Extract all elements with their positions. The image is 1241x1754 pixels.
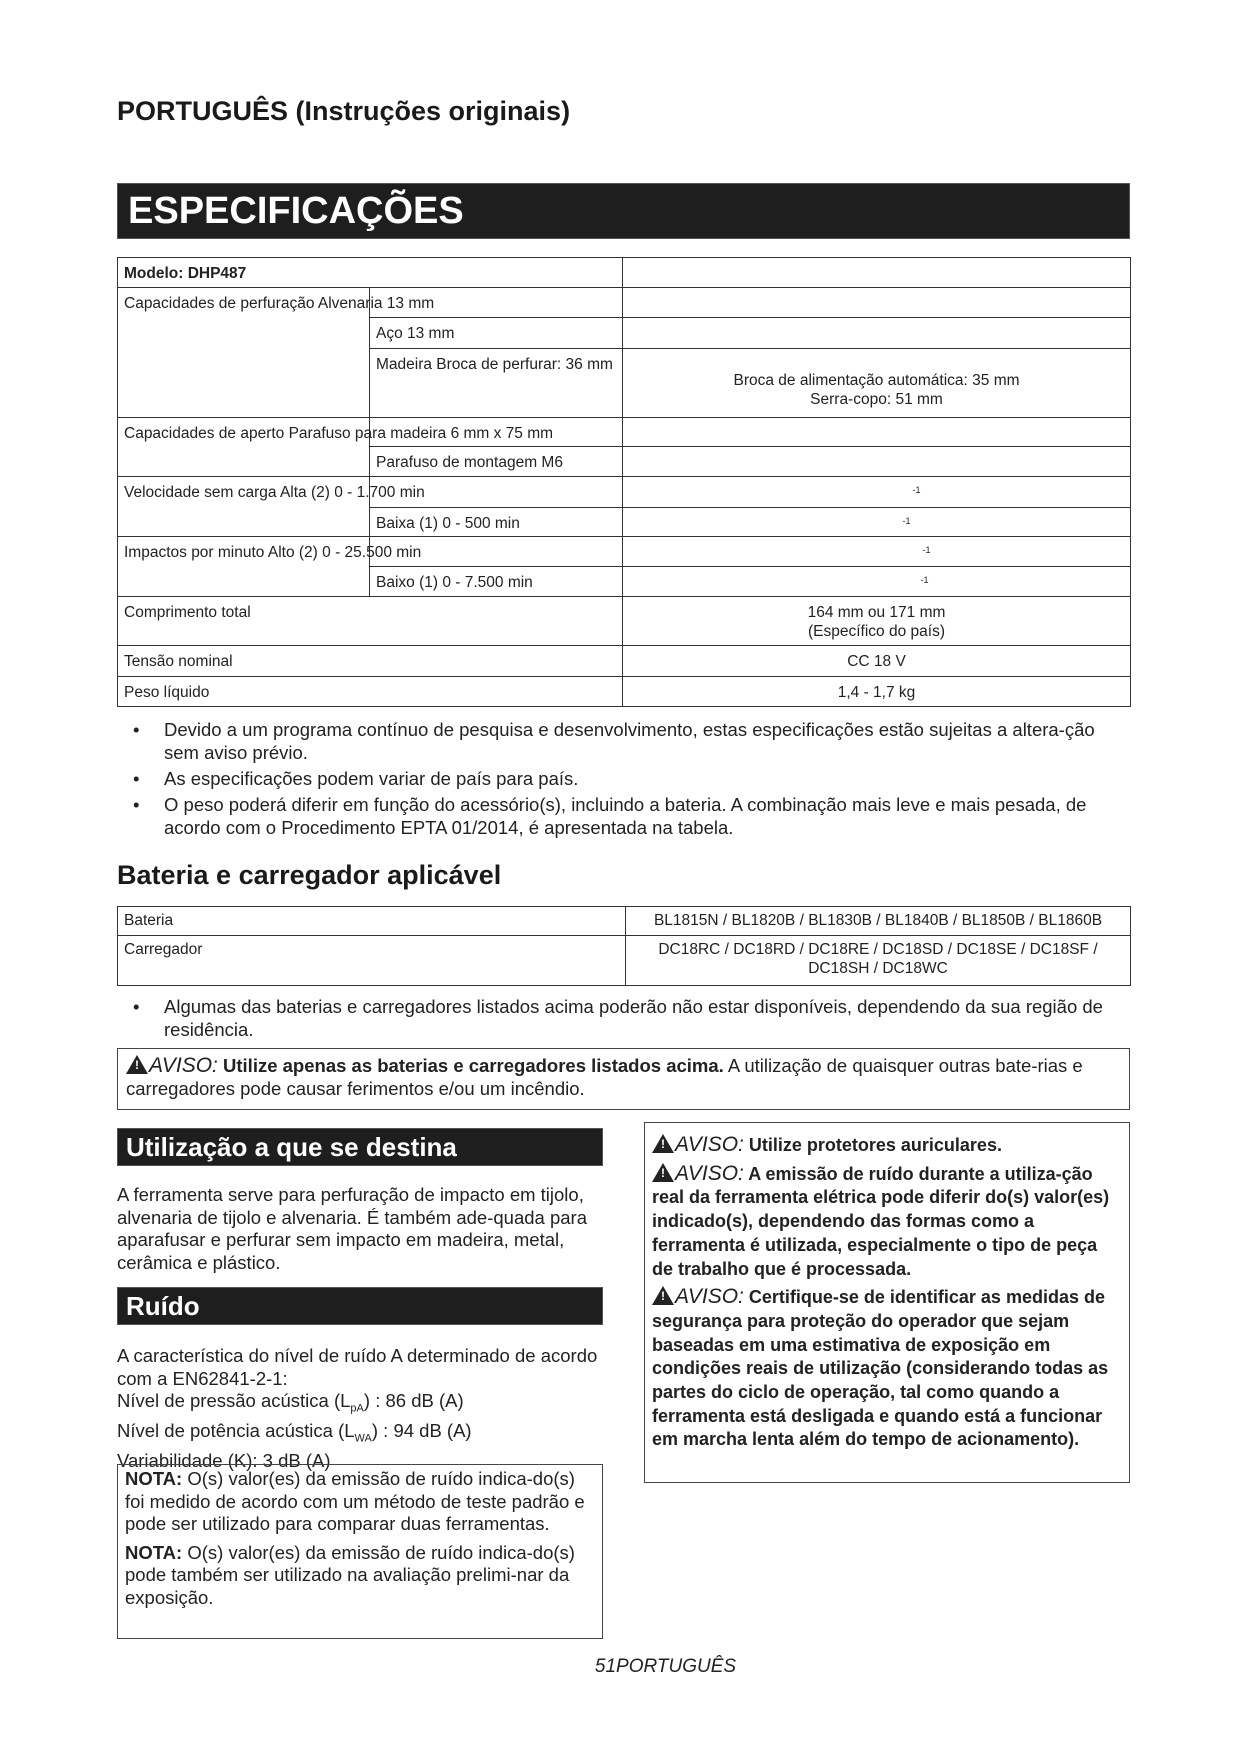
warning-item — [652, 1285, 1122, 1452]
warning-icon — [126, 1055, 148, 1074]
lpa-label: Nível de pressão acústica (L — [117, 1390, 351, 1411]
specifications-heading: ESPECIFICAÇÕES — [117, 183, 1130, 239]
spec-notes-list — [133, 718, 1133, 842]
battery-charger-table — [117, 906, 1131, 986]
intended-use-text: A ferramenta serve para perfuração de impacto em tijolo, alvenaria de tijolo e alvenaria. É também ade-quada para aparafusar e perfurar sem impacto em madeira, metal, cerâmica e plástico. — [117, 1184, 587, 1273]
unit-superscript: -1 — [902, 516, 911, 526]
net-weight-label: Peso líquido — [118, 677, 623, 707]
rated-voltage-value: CC 18 V — [623, 646, 1131, 677]
warning-text: A utilização de quaisquer outras bate-rias e carregadores pode causar ferimentos e/ou um incêndio. — [126, 1055, 1083, 1099]
lwa-subscript: WA — [354, 1432, 372, 1445]
note-2 — [125, 1542, 595, 1610]
wood-capacity: Madeira Broca de perfurar: 36 mm — [370, 349, 623, 418]
warning-label: AVISO: — [675, 1161, 744, 1185]
battery-label: Bateria — [118, 907, 626, 936]
impacts-low: Baixo (1) 0 - 7.500 min — [370, 567, 623, 597]
note-label: NOTA: — [125, 1468, 183, 1489]
empty-cell — [623, 418, 1131, 447]
unit-cell — [623, 508, 1131, 537]
empty-cell — [623, 447, 1131, 477]
warning-label: AVISO: — [675, 1285, 744, 1309]
noise-intro: A característica do nível de ruído A determinado de acordo com a EN62841-2-1: — [117, 1345, 598, 1389]
impacts-label: Impactos por minuto Alto (2) 0 - 25.500 min — [118, 537, 370, 597]
charger-value: DC18RC / DC18RD / DC18RE / DC18SD / DC18SE / DC18SF / DC18SH / DC18WC — [626, 936, 1131, 986]
overall-length-label: Comprimento total — [118, 597, 623, 646]
note-label: NOTA: — [125, 1541, 183, 1563]
warning-icon — [652, 1286, 674, 1305]
unit-cell — [623, 477, 1131, 508]
model-label: Modelo: DHP487 — [124, 265, 247, 282]
machine-screw-capacity: Parafuso de montagem M6 — [370, 447, 623, 477]
list-item: • O peso poderá diferir em função do acessório(s), incluindo a bateria. A combinação mais leve e mais pesada, de acordo com o Procedimento EPTA 01/2014, é apresentada na tabela. — [133, 793, 1133, 839]
drill-capacity-label: Capacidades de perfuração Alvenaria 13 mm — [118, 288, 370, 418]
warning-item — [652, 1162, 1122, 1282]
warning-label: AVISO: — [675, 1133, 744, 1156]
note-1 — [125, 1468, 595, 1536]
battery-value: BL1815N / BL1820B / BL1830B / BL1840B / BL1850B / BL1860B — [626, 907, 1131, 936]
unit-cell — [623, 567, 1131, 597]
length-country-note: (Específico do país) — [808, 623, 945, 640]
list-item: • Algumas das baterias e carregadores listados acima poderão não estar disponíveis, dependendo da sua região de residência. — [133, 995, 1133, 1041]
empty-cell — [623, 288, 1131, 318]
no-load-speed-label: Velocidade sem carga Alta (2) 0 - 1.700 min — [118, 477, 370, 537]
unit-cell — [623, 537, 1131, 567]
unit-superscript: -1 — [922, 545, 931, 555]
warning-icon — [652, 1134, 674, 1153]
unit-superscript: -1 — [920, 575, 929, 585]
warning-text: Certifique-se de identificar as medidas de segurança para proteção do operador que sejam baseadas em uma estimativa de exposição em condições reais de utilização (considerando todas as partes do ciclo de operação, tal como quando a ferramenta está desligada e quando está a funcionar em marcha lenta além do tempo de acionamento). — [652, 1287, 1109, 1450]
rated-voltage-label: Tensão nominal — [118, 646, 623, 677]
note-text: O(s) valor(es) da emissão de ruído indica-do(s) pode também ser utilizado na avaliação prelimi-nar da exposição. — [125, 1541, 575, 1608]
uncertainty-k: Variabilidade (K): 3 dB (A) — [117, 1450, 331, 1472]
unit-superscript: -1 — [912, 485, 921, 495]
list-item: • Devido a um programa contínuo de pesquisa e desenvolvimento, estas especificações estão sujeitas a altera-ção sem aviso prévio. — [133, 718, 1133, 764]
self-feed-bit: Broca de alimentação automática: 35 mm — [733, 372, 1020, 389]
steel-capacity: Aço 13 mm — [370, 318, 623, 349]
note-text: O(s) valor(es) da emissão de ruído indica-do(s) foi medido de acordo com um método de teste padrão e pode ser utilizado para comparar duas ferramentas. — [125, 1468, 585, 1534]
hole-saw: Serra-copo: 51 mm — [810, 391, 943, 408]
lpa-value: ) : 86 dB (A) — [363, 1390, 464, 1411]
speed-low: Baixa (1) 0 - 500 min — [370, 508, 623, 537]
noise-heading: Ruído — [117, 1287, 603, 1325]
length-value: 164 mm ou 171 mm — [807, 604, 946, 621]
lpa-subscript: pA — [350, 1402, 364, 1415]
overall-length-value — [623, 597, 1131, 646]
noise-warnings-box — [644, 1122, 1130, 1483]
list-item: • As especificações podem variar de país para país. — [133, 767, 1133, 790]
battery-notes-list — [133, 995, 1133, 1044]
noise-note-box — [117, 1464, 603, 1639]
lwa-label: Nível de potência acústica (L — [117, 1420, 355, 1442]
page-language-title: PORTUGUÊS (Instruções originais) — [117, 96, 571, 126]
empty-cell — [623, 258, 1131, 288]
sound-pressure-level — [117, 1390, 603, 1420]
intended-use-heading: Utilização a que se destina — [117, 1128, 603, 1166]
warning-text: Utilize protetores auriculares. — [743, 1135, 1002, 1155]
battery-warning-box — [117, 1048, 1130, 1110]
charger-label: Carregador — [118, 936, 626, 986]
wood-capacity-extra — [623, 349, 1131, 418]
noise-text — [117, 1345, 603, 1473]
empty-cell — [623, 318, 1131, 349]
warning-bold-text: Utilize apenas as baterias e carregadores listados acima. — [223, 1055, 724, 1076]
lwa-value: ) : 94 dB (A) — [371, 1420, 472, 1442]
sound-power-level — [117, 1420, 603, 1450]
net-weight-value: 1,4 - 1,7 kg — [623, 677, 1131, 707]
warning-label: AVISO: — [149, 1054, 218, 1077]
warning-item — [652, 1133, 1122, 1158]
battery-section-title: Bateria e carregador aplicável — [117, 860, 502, 890]
warning-icon — [652, 1163, 674, 1182]
model-cell — [118, 258, 623, 288]
warning-text: A emissão de ruído durante a utiliza-ção real da ferramenta elétrica pode diferir do(s) valor(es) indicado(s), dependendo das formas como a ferramenta é utilizada, especialmente o tipo de peça de trabalho que é processada. — [652, 1163, 1110, 1279]
page-footer: 51PORTUGUÊS — [594, 1656, 737, 1677]
specifications-table — [117, 257, 1131, 707]
fastening-capacity-label: Capacidades de aperto Parafuso para madeira 6 mm x 75 mm — [118, 418, 370, 477]
